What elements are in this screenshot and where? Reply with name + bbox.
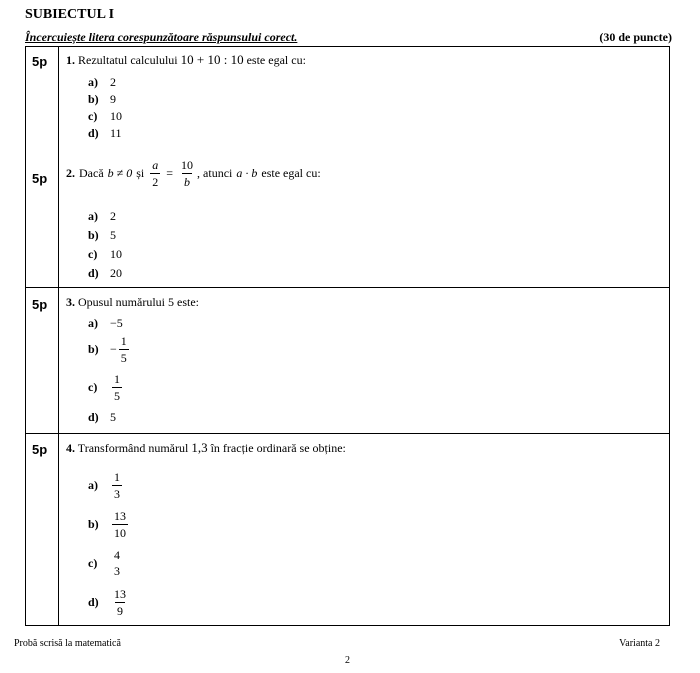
option-b[interactable]	[88, 228, 116, 243]
question-text: , atunci	[197, 166, 233, 180]
option-value: 9	[110, 92, 116, 106]
row-divider	[26, 433, 669, 434]
option-label: a)	[88, 75, 98, 89]
fraction-denominator: b	[184, 175, 191, 189]
question-number: 1.	[66, 53, 75, 67]
question-text: în fracție ordinară se obține:	[210, 441, 346, 455]
option-label: c)	[88, 555, 98, 570]
option-label: c)	[88, 109, 98, 123]
minus-sign: −	[110, 342, 117, 356]
option-label: b)	[88, 517, 99, 531]
fraction-numerator: 4	[114, 548, 120, 562]
option-value: 10	[110, 247, 122, 261]
fraction	[112, 373, 122, 402]
fraction	[179, 159, 195, 188]
option-value: −5	[110, 316, 123, 330]
question-text: Opusul numărului 5 este:	[78, 295, 199, 309]
option-d[interactable]	[88, 266, 122, 281]
option-a[interactable]	[88, 471, 124, 500]
fraction	[112, 471, 122, 500]
question-text: Transformând numărul	[77, 441, 189, 455]
fraction-numerator: 13	[114, 509, 126, 523]
fraction-denominator: 3	[114, 487, 120, 501]
math-expression: 10 + 10 : 10	[180, 52, 244, 67]
question-text: este egal cu:	[261, 166, 321, 180]
questions-table	[25, 46, 670, 626]
fraction	[112, 549, 122, 577]
question-number: 2.	[66, 166, 75, 180]
question-1-text	[66, 52, 306, 68]
fraction-numerator: 1	[120, 334, 127, 348]
option-label: c)	[88, 380, 98, 394]
math-expression: 1,3	[191, 440, 208, 455]
option-b[interactable]	[88, 335, 131, 364]
option-d[interactable]	[88, 410, 116, 425]
fraction-denominator: 10	[114, 526, 126, 540]
option-a[interactable]	[88, 75, 116, 90]
option-value: 2	[110, 209, 116, 223]
option-label: d)	[88, 266, 99, 280]
option-label: a)	[88, 316, 98, 330]
fraction-denominator: 2	[152, 175, 159, 189]
fraction-denominator: 3	[114, 564, 120, 578]
option-a[interactable]	[88, 209, 116, 224]
equals-sign: =	[166, 166, 174, 180]
fraction-numerator: 1	[114, 372, 120, 386]
option-a[interactable]	[88, 316, 123, 331]
option-value: 5	[110, 410, 116, 424]
page-number: 2	[345, 655, 350, 666]
option-label: d)	[88, 595, 99, 609]
option-label: d)	[88, 126, 99, 140]
fraction-numerator: 10	[181, 158, 194, 172]
question-number: 4.	[66, 441, 75, 455]
row-divider	[26, 287, 669, 288]
fraction-numerator: a	[152, 158, 159, 172]
section-title: SUBIECTUL I	[25, 7, 115, 22]
fraction-denominator: 5	[114, 389, 120, 403]
question-3-text	[66, 295, 199, 310]
fraction-denominator: 5	[120, 351, 127, 365]
footer-variant: Varianta 2	[619, 638, 660, 649]
option-label: b)	[88, 342, 99, 356]
option-label: b)	[88, 92, 99, 106]
option-d[interactable]	[88, 126, 122, 141]
question-number: 3.	[66, 295, 75, 309]
option-label: d)	[88, 410, 99, 424]
option-c[interactable]	[88, 109, 122, 124]
question-2-points: 5p	[32, 171, 48, 186]
option-value: 10	[110, 109, 122, 123]
fraction-numerator: 1	[114, 470, 120, 484]
question-text: este egal cu:	[246, 53, 306, 67]
option-value: 11	[110, 126, 122, 140]
option-label: a)	[88, 209, 98, 223]
fraction-numerator: 13	[114, 587, 126, 601]
option-c[interactable]	[88, 373, 124, 402]
question-3-points: 5p	[32, 297, 48, 312]
option-label: a)	[88, 478, 98, 492]
question-4-text	[66, 440, 346, 456]
question-2-text	[66, 159, 321, 188]
option-value: 5	[110, 228, 116, 242]
question-1-points: 5p	[32, 54, 48, 69]
question-text: Rezultatul calculului	[78, 53, 178, 67]
question-text: Dacă	[79, 166, 104, 180]
option-label: b)	[88, 228, 99, 242]
option-b[interactable]	[88, 510, 130, 539]
fraction-denominator: 9	[117, 604, 123, 618]
question-4-points: 5p	[32, 442, 48, 457]
option-d[interactable]	[88, 588, 130, 617]
fraction	[119, 335, 129, 364]
option-b[interactable]	[88, 92, 116, 107]
question-text: și	[136, 166, 145, 180]
option-c[interactable]	[88, 247, 122, 262]
footer-exam-name: Probă scrisă la matematică	[14, 638, 121, 649]
option-c[interactable]	[88, 549, 124, 577]
option-value: 2	[110, 75, 116, 89]
option-value: 20	[110, 266, 122, 280]
math-condition: b ≠ 0	[107, 166, 133, 180]
points-column-divider	[58, 47, 59, 625]
instruction-text: Încercuiește litera corespunzătoare răspunsului corect.	[25, 30, 298, 44]
fraction	[112, 588, 128, 617]
total-points: (30 de puncte)	[599, 30, 672, 44]
fraction	[150, 159, 160, 188]
option-label: c)	[88, 247, 98, 261]
fraction	[112, 510, 128, 539]
math-expression: a · b	[236, 166, 258, 180]
